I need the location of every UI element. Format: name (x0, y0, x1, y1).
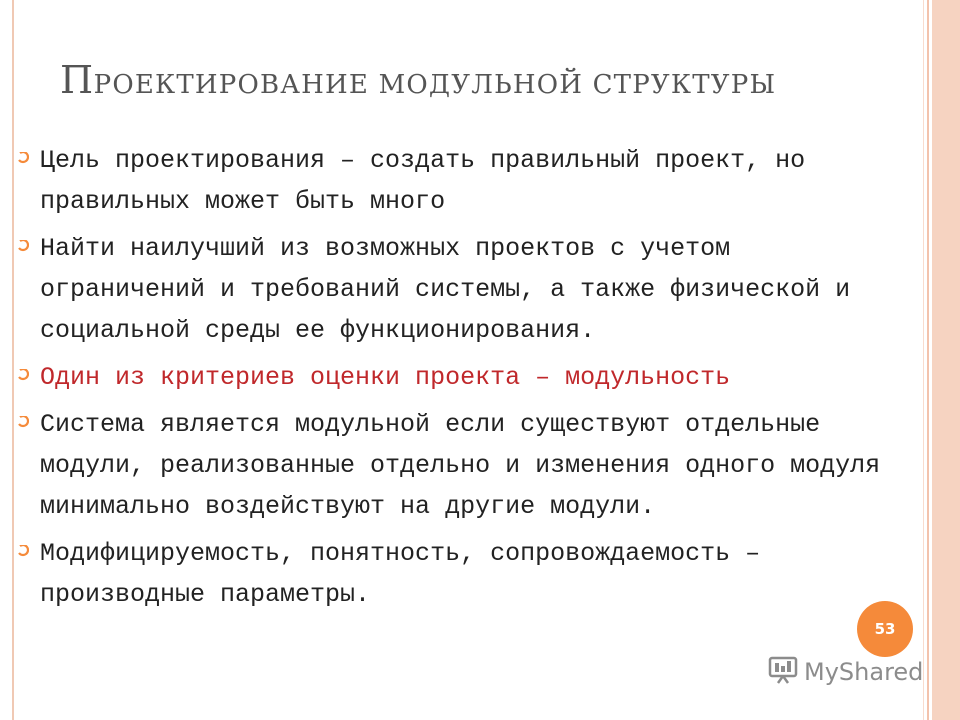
bullet-item (18, 140, 888, 222)
bullet-marker-icon (18, 369, 29, 381)
bullet-text: Модифицируемость, понятность, сопровождаемость – производные параметры. (40, 539, 761, 609)
right-border-band (932, 0, 960, 720)
bullet-item-highlight (18, 357, 888, 398)
bullet-text: Система является модульной если существуют отдельные модули, реализованные отдельно и изменения одного модуля минимально воздействуют на другие модули. (40, 410, 881, 521)
slide-title-rest: РОЕКТИРОВАНИЕ МОДУЛЬНОЙ СТРУКТУРЫ (93, 70, 777, 100)
page-number: 53 (874, 620, 896, 638)
bullet-text: Один из критериев оценки проекта – модульность (40, 363, 731, 392)
bullet-text: Найти наилучший из возможных проектов с учетом ограничений и требований системы, а также физической и социальной среды ее функционирования. (40, 234, 851, 345)
left-border-line (12, 0, 14, 720)
bullet-item (18, 228, 888, 351)
presentation-icon (768, 656, 798, 688)
bullet-list (18, 140, 888, 621)
bullet-marker-icon (18, 152, 29, 164)
slide-title (60, 58, 900, 102)
page-number-badge (857, 601, 913, 657)
bullet-text: Цель проектирования – создать правильный проект, но правильных может быть много (40, 146, 806, 216)
bullet-item (18, 404, 888, 527)
bullet-item (18, 533, 888, 615)
bullet-marker-icon (18, 240, 29, 252)
right-border-line (927, 0, 929, 720)
right-border-line-inner (923, 0, 924, 720)
slide-title-initial: П (60, 58, 94, 102)
bullet-marker-icon (18, 416, 29, 428)
watermark-logo (768, 656, 923, 688)
bullet-marker-icon (18, 545, 29, 557)
watermark-text: MyShared (804, 658, 924, 686)
